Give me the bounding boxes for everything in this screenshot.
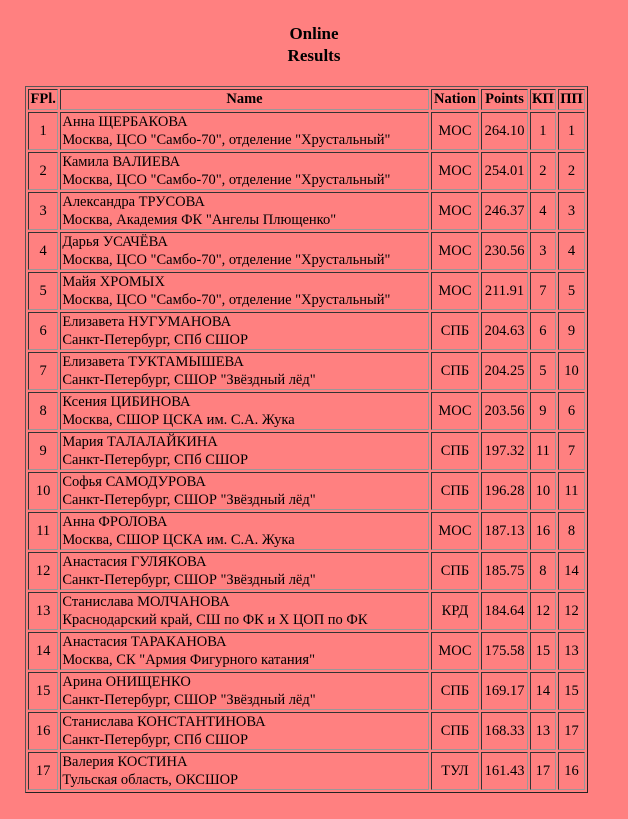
skater-cell <box>60 752 428 790</box>
skater-name: Ксения ЦИБИНОВА <box>62 394 191 410</box>
col-header-place: FPl. <box>28 89 58 110</box>
pp-cell: 17 <box>558 712 585 750</box>
skater-club: Санкт-Петербург, СШОР "Звёздный лёд" <box>62 572 316 588</box>
table-row <box>28 352 585 390</box>
kp-cell: 5 <box>530 352 556 390</box>
page-heading <box>0 23 628 67</box>
place-cell: 16 <box>28 712 58 750</box>
table-row <box>28 752 585 790</box>
skater-club: Санкт-Петербург, СПб СШОР <box>62 332 249 348</box>
points-cell: 264.10 <box>481 112 528 150</box>
skater-cell <box>60 192 428 230</box>
skater-club: Москва, ЦСО "Самбо-70", отделение "Хрустальный" <box>62 172 391 188</box>
skater-name: Арина ОНИЩЕНКО <box>62 674 191 690</box>
place-cell: 13 <box>28 592 58 630</box>
heading-online: Online <box>289 24 339 43</box>
place-cell: 8 <box>28 392 58 430</box>
skater-name: Дарья УСАЧЁВА <box>62 234 168 250</box>
skater-name: Станислава КОНСТАНТИНОВА <box>62 714 266 730</box>
nation-cell: СПБ <box>431 672 480 710</box>
place-cell: 1 <box>28 112 58 150</box>
skater-name: Валерия КОСТИНА <box>62 754 188 770</box>
points-cell: 203.56 <box>481 392 528 430</box>
skater-cell <box>60 312 428 350</box>
kp-cell: 10 <box>530 472 556 510</box>
nation-cell: СПБ <box>431 352 480 390</box>
header-row <box>28 89 585 110</box>
points-cell: 197.32 <box>481 432 528 470</box>
kp-cell: 2 <box>530 152 556 190</box>
place-cell: 15 <box>28 672 58 710</box>
points-cell: 175.58 <box>481 632 528 670</box>
skater-club: Тульская область, ОКСШОР <box>62 772 239 788</box>
skater-club: Москва, Академия ФК "Ангелы Плющенко" <box>62 212 337 228</box>
nation-cell: МОС <box>431 152 480 190</box>
points-cell: 230.56 <box>481 232 528 270</box>
pp-cell: 5 <box>558 272 585 310</box>
nation-cell: МОС <box>431 632 480 670</box>
skater-club: Санкт-Петербург, СПб СШОР <box>62 452 249 468</box>
table-row <box>28 672 585 710</box>
kp-cell: 3 <box>530 232 556 270</box>
skater-cell <box>60 512 428 550</box>
place-cell: 2 <box>28 152 58 190</box>
pp-cell: 12 <box>558 592 585 630</box>
pp-cell: 11 <box>558 472 585 510</box>
pp-cell: 16 <box>558 752 585 790</box>
skater-club: Санкт-Петербург, СПб СШОР <box>62 732 249 748</box>
kp-cell: 1 <box>530 112 556 150</box>
skater-cell <box>60 632 428 670</box>
nation-cell: ТУЛ <box>431 752 480 790</box>
table-row <box>28 232 585 270</box>
skater-cell <box>60 672 428 710</box>
kp-cell: 12 <box>530 592 556 630</box>
skater-name: Александра ТРУСОВА <box>62 194 205 210</box>
skater-club: Краснодарский край, СШ по ФК и Х ЦОП по ФК <box>62 612 368 628</box>
nation-cell: МОС <box>431 112 480 150</box>
table-row <box>28 432 585 470</box>
table-row <box>28 632 585 670</box>
skater-name: Майя ХРОМЫХ <box>62 274 165 290</box>
points-cell: 204.63 <box>481 312 528 350</box>
place-cell: 11 <box>28 512 58 550</box>
place-cell: 12 <box>28 552 58 590</box>
kp-cell: 6 <box>530 312 556 350</box>
skater-name: Анна ФРОЛОВА <box>62 514 168 530</box>
skater-cell <box>60 112 428 150</box>
skater-name: Елизавета ТУКТАМЫШЕВА <box>62 354 244 370</box>
pp-cell: 10 <box>558 352 585 390</box>
nation-cell: СПБ <box>431 712 480 750</box>
pp-cell: 8 <box>558 512 585 550</box>
table-row <box>28 712 585 750</box>
skater-cell <box>60 432 428 470</box>
pp-cell: 1 <box>558 112 585 150</box>
kp-cell: 14 <box>530 672 556 710</box>
skater-club: Москва, СШОР ЦСКА им. С.А. Жука <box>62 532 295 548</box>
points-cell: 169.17 <box>481 672 528 710</box>
place-cell: 10 <box>28 472 58 510</box>
table-row <box>28 552 585 590</box>
kp-cell: 8 <box>530 552 556 590</box>
skater-club: Санкт-Петербург, СШОР "Звёздный лёд" <box>62 692 316 708</box>
col-header-name: Name <box>60 89 428 110</box>
table-row <box>28 592 585 630</box>
place-cell: 6 <box>28 312 58 350</box>
table-row <box>28 272 585 310</box>
place-cell: 4 <box>28 232 58 270</box>
col-header-kp: КП <box>530 89 556 110</box>
col-header-pp: ПП <box>558 89 585 110</box>
points-cell: 185.75 <box>481 552 528 590</box>
skater-club: Москва, СШОР ЦСКА им. С.А. Жука <box>62 412 295 428</box>
place-cell: 5 <box>28 272 58 310</box>
points-cell: 246.37 <box>481 192 528 230</box>
table-row <box>28 192 585 230</box>
table-row <box>28 392 585 430</box>
points-cell: 184.64 <box>481 592 528 630</box>
skater-name: Софья САМОДУРОВА <box>62 474 206 490</box>
points-cell: 211.91 <box>481 272 528 310</box>
skater-club: Москва, ЦСО "Самбо-70", отделение "Хрустальный" <box>62 252 391 268</box>
pp-cell: 13 <box>558 632 585 670</box>
place-cell: 17 <box>28 752 58 790</box>
pp-cell: 15 <box>558 672 585 710</box>
kp-cell: 4 <box>530 192 556 230</box>
kp-cell: 7 <box>530 272 556 310</box>
skater-cell <box>60 272 428 310</box>
kp-cell: 16 <box>530 512 556 550</box>
skater-club: Санкт-Петербург, СШОР "Звёздный лёд" <box>62 372 316 388</box>
place-cell: 3 <box>28 192 58 230</box>
table-row <box>28 112 585 150</box>
table-row <box>28 472 585 510</box>
place-cell: 9 <box>28 432 58 470</box>
skater-name: Камила ВАЛИЕВА <box>62 154 181 170</box>
col-header-nation: Nation <box>431 89 480 110</box>
points-cell: 187.13 <box>481 512 528 550</box>
heading-results: Results <box>287 46 341 65</box>
skater-name: Станислава МОЛЧАНОВА <box>62 594 230 610</box>
pp-cell: 4 <box>558 232 585 270</box>
nation-cell: СПБ <box>431 552 480 590</box>
skater-cell <box>60 472 428 510</box>
pp-cell: 14 <box>558 552 585 590</box>
skater-cell <box>60 712 428 750</box>
nation-cell: МОС <box>431 192 480 230</box>
nation-cell: МОС <box>431 392 480 430</box>
table-row <box>28 152 585 190</box>
pp-cell: 2 <box>558 152 585 190</box>
place-cell: 14 <box>28 632 58 670</box>
skater-cell <box>60 232 428 270</box>
skater-cell <box>60 152 428 190</box>
skater-club: Москва, ЦСО "Самбо-70", отделение "Хрустальный" <box>62 132 391 148</box>
skater-club: Санкт-Петербург, СШОР "Звёздный лёд" <box>62 492 316 508</box>
nation-cell: МОС <box>431 512 480 550</box>
pp-cell: 6 <box>558 392 585 430</box>
table-row <box>28 312 585 350</box>
nation-cell: СПБ <box>431 312 480 350</box>
results-table <box>25 86 588 793</box>
pp-cell: 9 <box>558 312 585 350</box>
skater-name: Анна ЩЕРБАКОВА <box>62 114 188 130</box>
kp-cell: 11 <box>530 432 556 470</box>
col-header-points: Points <box>481 89 528 110</box>
table-row <box>28 512 585 550</box>
kp-cell: 15 <box>530 632 556 670</box>
skater-cell <box>60 352 428 390</box>
points-cell: 254.01 <box>481 152 528 190</box>
nation-cell: МОС <box>431 232 480 270</box>
skater-name: Мария ТАЛАЛАЙКИНА <box>62 434 218 450</box>
kp-cell: 9 <box>530 392 556 430</box>
points-cell: 168.33 <box>481 712 528 750</box>
skater-cell <box>60 592 428 630</box>
nation-cell: МОС <box>431 272 480 310</box>
pp-cell: 3 <box>558 192 585 230</box>
points-cell: 196.28 <box>481 472 528 510</box>
pp-cell: 7 <box>558 432 585 470</box>
skater-name: Анастасия ГУЛЯКОВА <box>62 554 207 570</box>
nation-cell: КРД <box>431 592 480 630</box>
skater-cell <box>60 392 428 430</box>
nation-cell: СПБ <box>431 432 480 470</box>
place-cell: 7 <box>28 352 58 390</box>
points-cell: 161.43 <box>481 752 528 790</box>
skater-name: Анастасия ТАРАКАНОВА <box>62 634 227 650</box>
skater-club: Москва, СК "Армия Фигурного катания" <box>62 652 316 668</box>
skater-name: Елизавета НУГУМАНОВА <box>62 314 232 330</box>
kp-cell: 13 <box>530 712 556 750</box>
nation-cell: СПБ <box>431 472 480 510</box>
skater-club: Москва, ЦСО "Самбо-70", отделение "Хрустальный" <box>62 292 391 308</box>
kp-cell: 17 <box>530 752 556 790</box>
points-cell: 204.25 <box>481 352 528 390</box>
skater-cell <box>60 552 428 590</box>
